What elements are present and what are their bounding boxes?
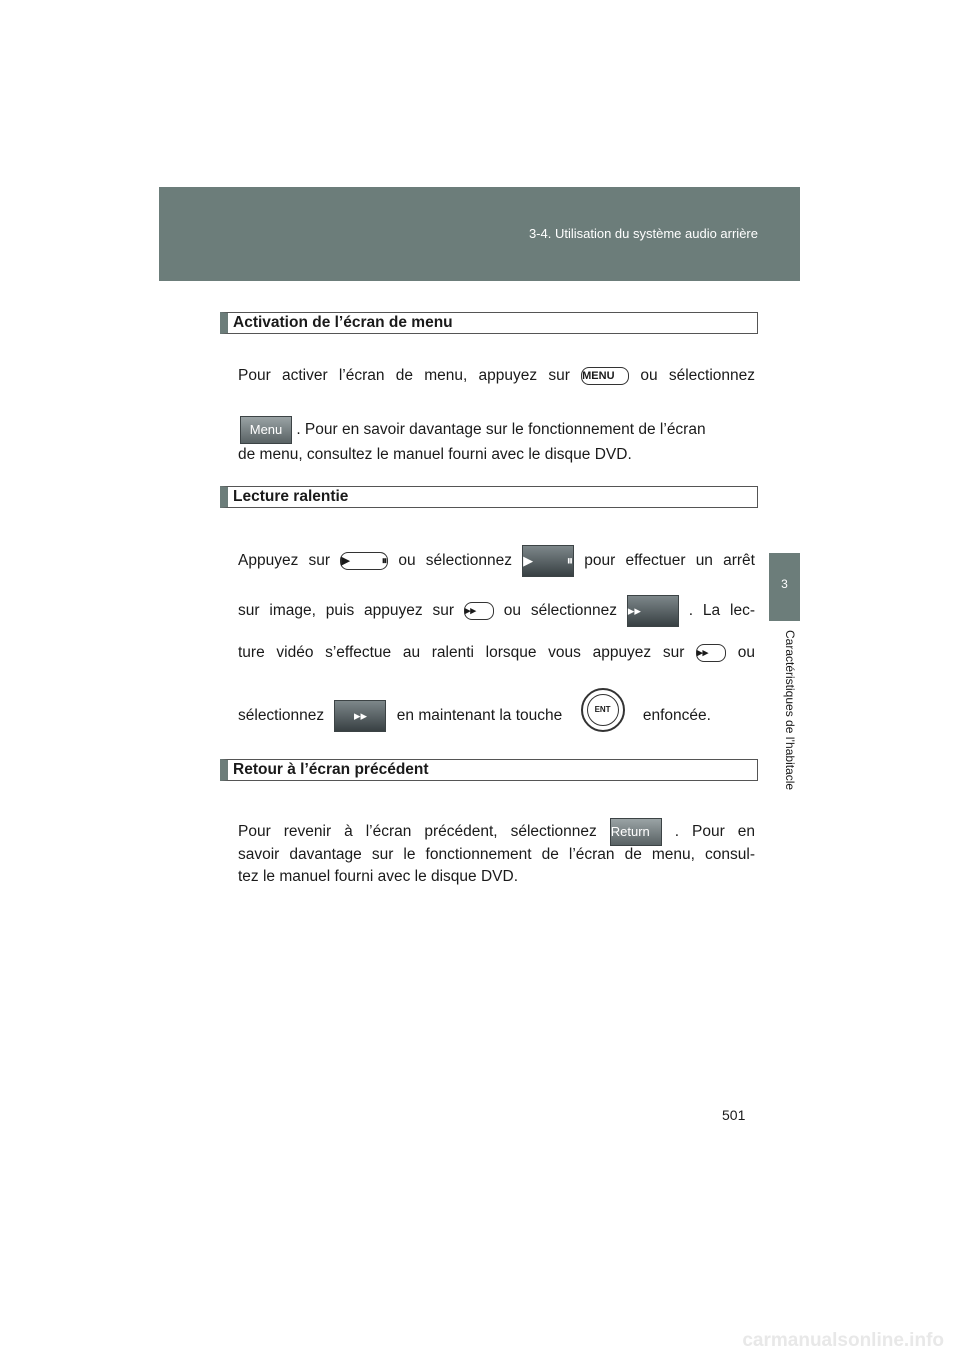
- chapter-header-band: [159, 187, 800, 281]
- watermark: carmanualsonline.info: [742, 1330, 944, 1351]
- chapter-number: 3: [781, 577, 788, 591]
- paragraph-line: savoir davantage sur le fonctionnement de l’écran de menu, consul-: [238, 846, 755, 863]
- paragraph-line: sélectionnez ▸▸ en maintenant la touche ENT enfoncée.: [238, 700, 728, 732]
- play-pause-screen-button-icon: ▶⏸: [522, 545, 574, 577]
- paragraph-line: Appuyez sur ▶⏸ ou sélectionnez ▶⏸ pour effectuer un arrêt: [238, 545, 755, 577]
- paragraph-line: ture vidéo s’effectue au ralenti lorsque vous appuyez sur ▸▸ ou: [238, 644, 756, 661]
- heading-menu-screen: Activation de l’écran de menu: [220, 312, 758, 334]
- enter-knob-icon: ENT: [581, 688, 625, 732]
- paragraph-line: de menu, consultez le manuel fourni avec le disque DVD.: [238, 446, 632, 463]
- paragraph-line: Menu . Pour en savoir davantage sur le fonctionnement de l’écran: [240, 416, 757, 444]
- menu-hardware-button-icon: MENU: [581, 367, 629, 385]
- fast-forward-hardware-button-icon: ▸▸: [464, 602, 494, 620]
- chapter-side-label: Caractéristiques de l’habitacle: [783, 630, 797, 791]
- heading-return-screen: Retour à l’écran précédent: [220, 759, 758, 781]
- paragraph-line: Pour revenir à l’écran précédent, sélectionnez Return . Pour en: [238, 818, 755, 846]
- paragraph-line: tez le manuel fourni avec le disque DVD.: [238, 868, 519, 885]
- fast-forward-screen-button-icon: ▸▸: [334, 700, 386, 732]
- paragraph-line: sur image, puis appuyez sur ▸▸ ou sélectionnez ▸▸ . La lec-: [238, 595, 755, 627]
- fast-forward-hardware-button-icon: ▸▸: [696, 644, 726, 662]
- heading-slow-motion: Lecture ralentie: [220, 486, 758, 508]
- return-screen-button-icon: Return: [610, 818, 662, 846]
- section-title: 3-4. Utilisation du système audio arrière: [528, 226, 758, 241]
- page-number: 501: [722, 1107, 746, 1123]
- paragraph-line: Pour activer l’écran de menu, appuyez sur MENU ou sélectionnez: [238, 367, 755, 384]
- menu-screen-button-icon: Menu: [240, 416, 292, 444]
- chapter-tab: [769, 553, 800, 621]
- play-pause-hardware-button-icon: ▶⏸: [340, 552, 388, 570]
- fast-forward-screen-button-icon: ▸▸: [627, 595, 679, 627]
